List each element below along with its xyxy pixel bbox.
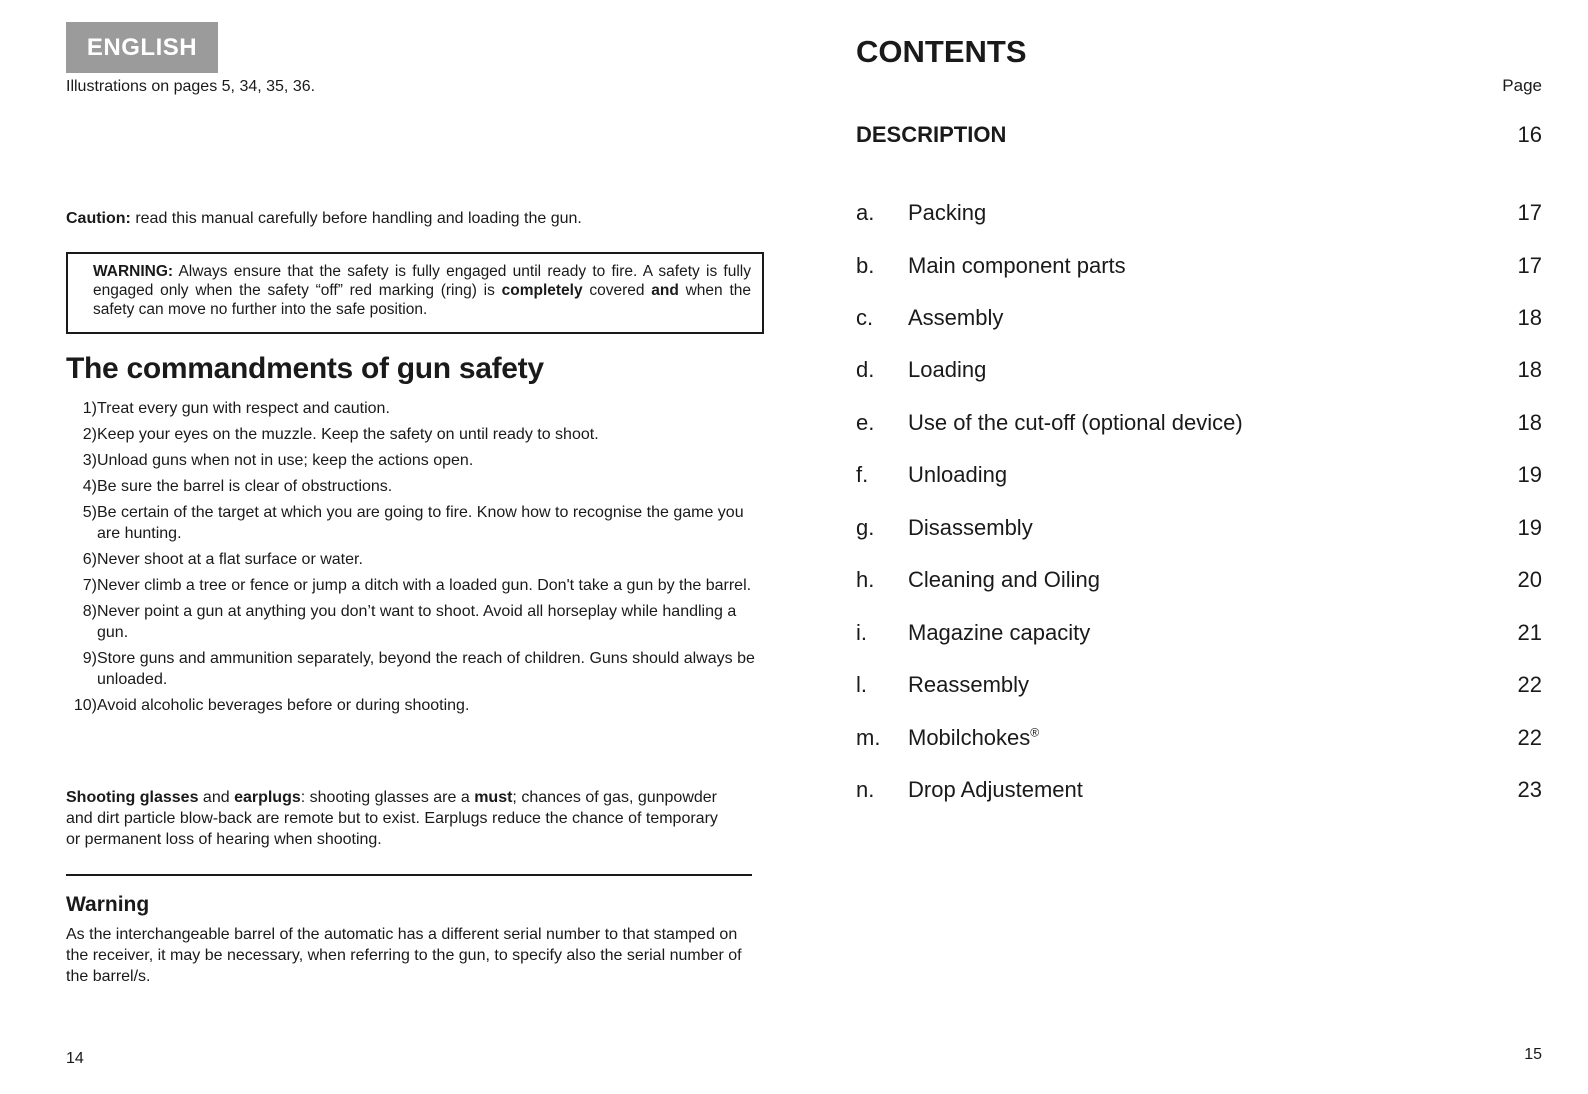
caution-text: read this manual carefully before handling and loading the gun.	[130, 210, 582, 227]
list-item	[66, 575, 756, 596]
toc-entry	[856, 725, 1542, 755]
warning-box-text: covered	[582, 282, 652, 299]
toc-letter: m.	[856, 725, 881, 750]
item-number: 10)	[73, 697, 97, 714]
item-text: Treat every gun with respect and caution.	[97, 400, 390, 417]
list-item	[66, 601, 756, 643]
item-text: Never point a gun at anything you don’t want to shoot. Avoid all horseplay while handling a gun.	[97, 603, 737, 641]
glasses-text: : shooting glasses are a	[300, 789, 475, 806]
glasses-bold: Shooting glasses	[66, 789, 199, 806]
item-text: Never shoot at a flat surface or water.	[97, 551, 363, 568]
toc-title: Disassembly	[908, 515, 1033, 540]
item-number: 2)	[82, 426, 97, 443]
toc-letter: c.	[856, 305, 874, 330]
toc-entry	[856, 620, 1542, 650]
list-item	[66, 695, 756, 716]
toc-letter: h.	[856, 567, 875, 592]
item-number: 7)	[82, 577, 97, 594]
page-column-header: Page	[1502, 76, 1542, 95]
toc-entry	[856, 567, 1542, 597]
description-label: DESCRIPTION	[856, 122, 1007, 147]
illustrations-note: Illustrations on pages 5, 34, 35, 36.	[66, 78, 316, 95]
item-text: Store guns and ammunition separately, beyond the reach of children. Guns should always be unloaded.	[97, 650, 755, 688]
registered-mark: ®	[1030, 725, 1040, 740]
toc-page: 21	[1517, 620, 1542, 645]
list-item	[66, 549, 756, 570]
toc-title: Reassembly	[908, 672, 1030, 697]
warning-box-text: Always ensure that the safety is fully engaged until ready to fire. A safety is fully engaged only when the safety “off” red marking (ring) is	[93, 263, 751, 299]
toc-title: Use of the cut-off (optional device)	[908, 410, 1243, 435]
toc-title: Main component parts	[908, 253, 1126, 278]
item-number: 5)	[82, 504, 97, 521]
toc-title: Unloading	[908, 462, 1008, 487]
toc-letter: a.	[856, 200, 875, 225]
toc-title: Loading	[908, 357, 987, 382]
toc-entry	[856, 305, 1542, 335]
toc-page: 23	[1517, 777, 1542, 802]
shooting-glasses-note	[66, 787, 736, 850]
divider	[66, 874, 752, 876]
toc-entry	[856, 357, 1542, 387]
item-text: Never climb a tree or fence or jump a ditch with a loaded gun. Don't take a gun by the barrel.	[97, 577, 752, 594]
item-text: Keep your eyes on the muzzle. Keep the safety on until ready to shoot.	[97, 426, 599, 443]
list-item	[66, 450, 756, 471]
toc-letter: l.	[856, 672, 867, 697]
list-item	[66, 648, 756, 690]
page-number: 15	[1524, 1046, 1542, 1063]
toc-page: 17	[1517, 253, 1542, 278]
item-number: 4)	[82, 478, 97, 495]
description-page: 16	[1517, 122, 1542, 147]
commandments-title: The commandments of gun safety	[66, 352, 544, 385]
toc-page: 18	[1517, 305, 1542, 330]
toc-title: Packing	[908, 200, 987, 225]
toc-page: 19	[1517, 515, 1542, 540]
warning-box-bold: completely	[501, 282, 583, 299]
caution-label: Caution:	[66, 210, 131, 227]
list-item	[66, 398, 756, 419]
toc-page: 22	[1517, 725, 1542, 750]
item-number: 3)	[82, 452, 97, 469]
toc-title: Assembly	[908, 305, 1004, 330]
toc-page: 18	[1517, 357, 1542, 382]
item-text: Be sure the barrel is clear of obstructions.	[97, 478, 393, 495]
glasses-bold: must	[474, 789, 513, 806]
item-number: 8)	[82, 603, 97, 620]
warning-box-text: when the safety can move no further into the safe position.	[93, 282, 751, 318]
list-item	[66, 424, 756, 445]
contents-title: CONTENTS	[856, 34, 1027, 69]
toc-title: Magazine capacity	[908, 620, 1091, 645]
toc-letter: f.	[856, 462, 869, 487]
toc-letter: b.	[856, 253, 875, 278]
warning-text: As the interchangeable barrel of the automatic has a different serial number to that stamped on the receiver, it may be necessary, when referring to the gun, to specify also the serial number of the barrel/s.	[66, 926, 742, 985]
warning-title: Warning	[66, 893, 150, 916]
toc-entry	[856, 462, 1542, 492]
glasses-text: ; chances of gas, gunpowder and dirt particle blow-back are remote but to exist. Earplugs reduce the chance of temporary or permanent loss of hearing when shooting.	[66, 789, 718, 848]
language-tag: ENGLISH	[66, 22, 218, 73]
toc-entry	[856, 200, 1542, 230]
item-number: 1)	[82, 400, 97, 417]
toc-entry	[856, 777, 1542, 807]
item-number: 9)	[82, 650, 97, 667]
item-text: Unload guns when not in use; keep the actions open.	[97, 452, 474, 469]
toc-entry	[856, 515, 1542, 545]
warning-box	[66, 252, 764, 334]
item-number: 6)	[82, 551, 97, 568]
toc-page: 17	[1517, 200, 1542, 225]
toc-page: 19	[1517, 462, 1542, 487]
commandments-list	[66, 398, 756, 721]
list-item	[66, 476, 756, 497]
toc-page: 22	[1517, 672, 1542, 697]
item-text: Be certain of the target at which you are going to fire. Know how to recognise the game you are hunting.	[97, 504, 744, 542]
toc-entry	[856, 672, 1542, 702]
toc-title-text: Mobilchokes	[908, 725, 1031, 750]
glasses-text: and	[198, 789, 235, 806]
toc-entry	[856, 410, 1542, 440]
toc-entry	[856, 253, 1542, 283]
page-number: 14	[66, 1050, 84, 1067]
toc-title: Drop Adjustement	[908, 777, 1083, 802]
toc-letter: g.	[856, 515, 875, 540]
warning-box-label: WARNING:	[93, 263, 174, 280]
toc-letter: i.	[856, 620, 867, 645]
warning-box-bold: and	[651, 282, 679, 299]
toc-title: Cleaning and Oiling	[908, 567, 1101, 592]
toc-page: 20	[1517, 567, 1542, 592]
toc-letter: e.	[856, 410, 875, 435]
glasses-bold: earplugs	[234, 789, 301, 806]
toc-page: 18	[1517, 410, 1542, 435]
toc-title	[908, 725, 1039, 751]
list-item	[66, 502, 756, 544]
toc-letter: d.	[856, 357, 875, 382]
item-text: Avoid alcoholic beverages before or during shooting.	[97, 697, 470, 714]
caution-note	[66, 210, 756, 228]
toc-letter: n.	[856, 777, 875, 802]
